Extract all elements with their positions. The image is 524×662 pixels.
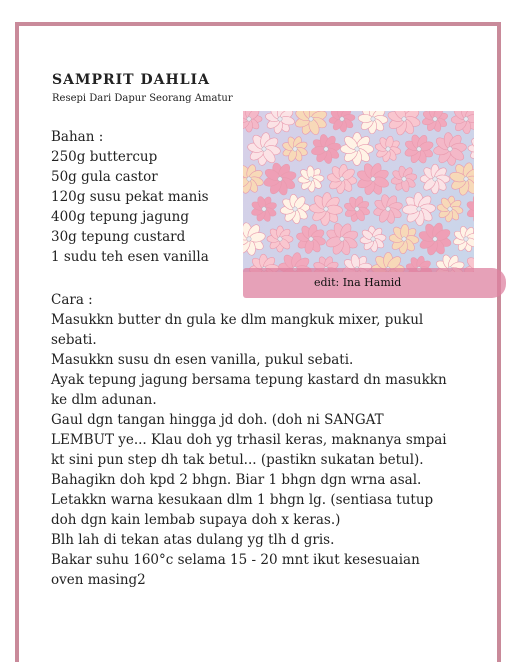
cookie-flower <box>387 111 421 136</box>
cookie-flower <box>294 111 328 136</box>
ingredient-item: 30g tepung custard <box>51 229 186 245</box>
cookie-flower <box>374 135 401 162</box>
cookie-flower <box>360 226 387 253</box>
cookie-flower <box>390 165 417 192</box>
method-line: oven masing2 <box>51 572 146 588</box>
cookie-photo <box>243 111 474 272</box>
cookie-flower <box>402 192 436 226</box>
cookie-flower <box>437 196 464 223</box>
cookie-flower <box>263 162 297 196</box>
cookie-flower <box>340 132 373 165</box>
ingredient-item: 400g tepung jagung <box>51 209 189 225</box>
cookie-flower <box>343 195 370 222</box>
cookie-flower <box>280 194 310 224</box>
cookie-flower <box>282 136 309 163</box>
cookie-flower <box>466 194 474 225</box>
photo-caption: edit: Ina Hamid <box>314 276 402 289</box>
cookie-flower <box>421 111 448 133</box>
cookie-flower <box>243 164 264 195</box>
cookie-flower <box>309 192 343 226</box>
cookie-flower <box>247 132 281 166</box>
cookie-flower <box>420 164 450 194</box>
cookie-flower <box>389 224 419 254</box>
method-line: Masukkn susu dn esen vanilla, pukul sebati. <box>51 352 354 368</box>
ingredient-item: 50g gula castor <box>51 169 158 185</box>
ingredients-section <box>51 127 209 267</box>
cookie-flower <box>267 226 293 252</box>
method-line: Gaul dgn tangan hingga jd doh. (doh ni SANGAT <box>51 412 384 428</box>
cookie-flower <box>433 132 467 166</box>
cookie-flower <box>243 222 266 256</box>
method-line: sebati. <box>51 332 97 348</box>
method-line: Ayak tepung jagung bersama tepung kastard dn masukkn <box>51 372 447 388</box>
cookie-flower <box>243 111 262 132</box>
ingredients-heading: Bahan : <box>51 129 104 145</box>
cookie-flower <box>265 111 296 134</box>
cookie-flower <box>373 194 404 225</box>
cookie-flower <box>329 111 356 132</box>
cookie-flower <box>404 134 435 165</box>
recipe-title: SAMPRIT DAHLIA <box>52 72 210 88</box>
cookie-flower <box>251 196 278 223</box>
cookie-flower <box>358 111 388 134</box>
cookie-flower <box>451 111 474 134</box>
method-section <box>51 290 481 590</box>
ingredient-item: 120g susu pekat manis <box>51 189 209 205</box>
method-line: ke dlm adunan. <box>51 392 157 408</box>
cookie-flower <box>449 162 474 196</box>
cookie-flower <box>298 166 325 193</box>
ingredient-item: 250g buttercup <box>51 149 158 165</box>
cookie-flower <box>311 134 342 165</box>
method-line: Masukkn butter dn gula ke dlm mangkuk mixer, pukul <box>51 312 424 328</box>
cookie-flower <box>327 164 357 194</box>
method-line: Letakkn warna kesukaan dlm 1 bhgn lg. (sentiasa tutup <box>51 492 434 508</box>
method-line: kt sini pun step dh tak betul... (pastikn sukatan betul). <box>51 452 424 468</box>
method-line: doh dgn kain lembab supaya doh x keras.) <box>51 512 341 528</box>
cookie-flower <box>452 225 474 252</box>
cookie-flower <box>325 222 359 256</box>
method-line: Blh lah di tekan atas dulang yg tlh d gris. <box>51 532 335 548</box>
method-line: Bahagikn doh kpd 2 bhgn. Biar 1 bhgn dgn wrna asal. <box>51 472 422 488</box>
method-line: LEMBUT ye... Klau doh yg trhasil keras, maknanya smpai <box>51 432 447 448</box>
ingredient-item: 1 sudu teh esen vanilla <box>51 249 209 265</box>
cookie-flower <box>418 222 452 256</box>
cookie-flower <box>468 136 474 163</box>
recipe-subtitle: Resepi Dari Dapur Seorang Amatur <box>52 93 233 104</box>
cookie-flower <box>296 224 327 255</box>
method-heading: Cara : <box>51 292 93 308</box>
cookie-flower <box>356 162 390 196</box>
method-line: Bakar suhu 160°c selama 15 - 20 mnt ikut kesesuaian <box>51 552 420 568</box>
